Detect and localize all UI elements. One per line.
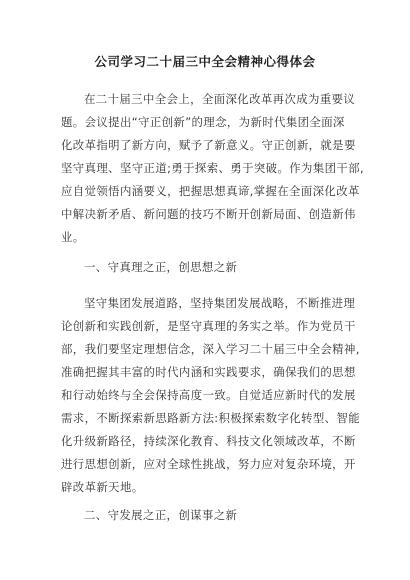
section-heading-2: 二、守发展之正，创谋事之新: [84, 508, 238, 522]
text-line: 业。: [61, 230, 85, 244]
text-line: 部，我们要坚定理想信念，深入学习二十届三中全会精神,: [61, 342, 360, 356]
text-line: 论创新和实践创新，是坚守真理的务实之举。作为党员干: [61, 319, 356, 333]
text-line: 在二十届三中全会上，全面深化改革再次成为重要议: [84, 92, 356, 106]
text-line: 化改革指明了新方向，赋予了新意义。守正创新，就是要: [61, 138, 356, 152]
text-line: 应自觉领悟内涵要义，把握思想真谛,掌握在全面深化改革: [61, 184, 360, 198]
text-line: 题。会议提出“守正创新”的理念，为新时代集团全面深: [61, 115, 345, 129]
text-line: 准确把握其丰富的时代内涵和实践要求，确保我们的思想: [61, 365, 356, 379]
document-title: 公司学习二十届三中全会精神心得体会: [94, 54, 316, 69]
text-line: 坚守真理、坚守正道;勇于探索、勇于突破。作为集团干部,: [61, 161, 365, 175]
text-line: 和行动始终与全会保持高度一致。自觉适应新时代的发展: [61, 388, 356, 402]
text-line: 坚守集团发展道路，坚持集团发展战略，不断推进理: [84, 296, 356, 310]
paragraph-section-1: [61, 292, 361, 499]
text-line: 进行思想创新，应对全球性挑战，努力应对复杂环境，开: [61, 457, 356, 471]
paragraph-intro: [61, 88, 365, 249]
text-line: 中解决新矛盾、新问题的技巧不断开创新局面、创造新伟: [61, 207, 356, 221]
section-heading-1: 一、守真理之正，创思想之新: [84, 260, 238, 274]
text-line: 化升级新路径，持续深化教育、科技文化领域改革，不断: [61, 434, 356, 448]
text-line: 辟改革新天地。: [61, 480, 144, 494]
text-line: 需求，不断探索新思路新方法:积极探索数字化转型、智能: [61, 411, 361, 425]
